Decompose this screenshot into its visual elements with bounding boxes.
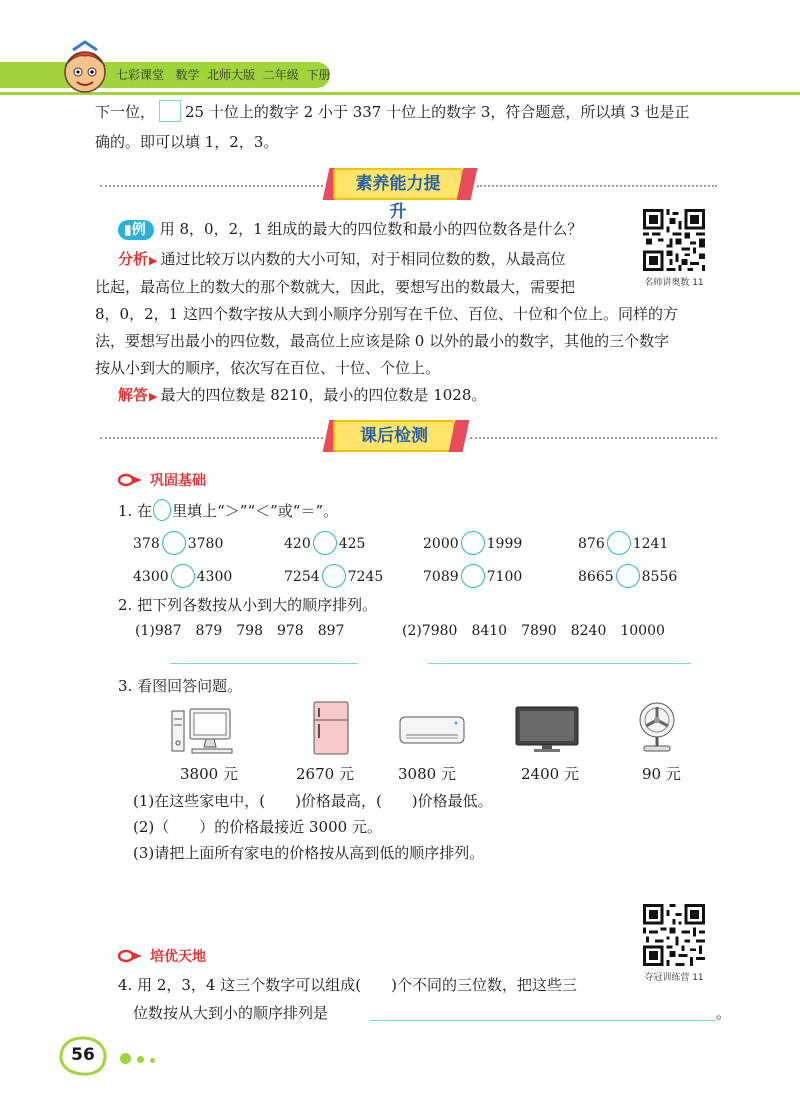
compare-circle[interactable] <box>461 564 485 588</box>
q3-prompt: 3. 看图回答问题。 <box>118 677 243 695</box>
section-title-homework: 课后检测 <box>333 420 455 452</box>
tv-icon <box>512 703 582 753</box>
compare-circle[interactable] <box>616 564 640 588</box>
page-dot <box>150 1058 155 1063</box>
price-fan: 90 元 <box>642 765 681 783</box>
header-text: 七彩课堂 数学 北师大版 二年级 下册 <box>116 68 331 82</box>
sub-heading-basics: 巩固基础 <box>118 470 206 490</box>
price-tv: 2400 元 <box>521 765 579 783</box>
air-conditioner-icon <box>398 707 468 757</box>
section-title-ability: 素养能力提升 <box>333 168 463 200</box>
qr-caption-1: 名师讲奥数 11 <box>644 278 704 288</box>
answer-line: 解答▶ 最大的四位数是 8210，最小的四位数是 1028。 <box>118 386 487 404</box>
q4-line-2: 位数按从大到小的顺序排列是 <box>133 1004 329 1022</box>
intro-line-1: 下一位， 25 十位上的数字 2 小于 337 十位上的数字 3，符合题意，所以填 3 也是正 <box>95 100 690 123</box>
computer-icon <box>170 705 240 755</box>
analysis-tag: 分析 <box>118 250 149 268</box>
analysis-line-4: 法，要想写出最小的四位数，最高位上应该是除 0 以外的最小的数字，其他的三个数字 <box>95 332 670 350</box>
page-dot <box>137 1056 144 1063</box>
pencil-arrow-icon <box>118 949 144 963</box>
q1-prompt: 1. 在 里填上“＞”“＜”或“＝”。 <box>118 499 338 522</box>
compare-circle[interactable] <box>461 531 485 555</box>
price-air-conditioner: 3080 元 <box>398 765 456 783</box>
q2-prompt: 2. 把下列各数按从小到大的顺序排列。 <box>118 596 378 614</box>
blank-box <box>159 100 181 122</box>
q2-part-2: (2)7980 8410 7890 8240 10000 <box>402 623 665 639</box>
analysis-line-5: 按从小到大的顺序，依次写在百位、十位、个位上。 <box>95 359 441 377</box>
q3-sub-2: (2)（ ）的价格最接近 3000 元。 <box>133 818 382 836</box>
q4-end: 。 <box>716 1004 732 1022</box>
page-number: 56 <box>71 1045 95 1065</box>
q2-part-1: (1)987 879 798 978 897 <box>135 623 345 639</box>
analysis-line-3: 8，0，2，1 这四个数字按从大到小顺序分别写在千位、百位、十位和个位上。同样的方 <box>95 305 678 323</box>
page-dot <box>120 1053 131 1064</box>
fridge-icon <box>296 700 366 756</box>
analysis-line-2: 比起，最高位上的数大的那个数就大，因此，要想写出的数最大，需要把 <box>95 278 576 296</box>
sub-heading-advanced: 培优天地 <box>118 946 206 966</box>
example-badge: ▮例 <box>118 220 154 240</box>
price-fridge: 2670 元 <box>296 765 354 783</box>
compare-item: 378 3780 <box>133 531 223 555</box>
page-number-badge <box>58 1036 108 1076</box>
qr-code-icon[interactable] <box>643 904 705 966</box>
compare-circle[interactable] <box>607 531 631 555</box>
qr-caption-2: 夺冠训练营 11 <box>644 973 704 983</box>
price-computer: 3800 元 <box>180 765 238 783</box>
answer-line-q2-1[interactable] <box>170 663 358 664</box>
answer-line-q4[interactable] <box>370 1020 715 1021</box>
header-rule <box>0 92 800 95</box>
compare-item: 4300 4300 <box>133 564 232 588</box>
q4-line-1: 4. 用 2，3，4 这三个数字可以组成( )个不同的三位数，把这些三 <box>118 976 577 994</box>
compare-item: 7254 7245 <box>284 564 383 588</box>
fan-icon <box>622 700 692 754</box>
compare-circle[interactable] <box>322 564 346 588</box>
mascot-icon <box>55 40 115 96</box>
compare-item: 2000 1999 <box>423 531 522 555</box>
compare-item: 420 425 <box>284 531 365 555</box>
answer-tag: 解答 <box>118 386 149 404</box>
example-question: ▮例 用 8，0，2，1 组成的最大的四位数和最小的四位数各是什么？ <box>118 218 582 240</box>
intro-line-2: 确的。即可以填 1，2，3。 <box>95 133 279 151</box>
qr-code-icon[interactable] <box>643 209 705 271</box>
compare-circle[interactable] <box>171 564 195 588</box>
pencil-arrow-icon <box>118 473 144 487</box>
answer-line-q2-2[interactable] <box>428 663 691 664</box>
q3-sub-1: (1)在这些家电中，( )价格最高，( )价格最低。 <box>133 792 493 810</box>
compare-item: 876 1241 <box>578 531 668 555</box>
compare-item: 8665 8556 <box>578 564 677 588</box>
q3-sub-3: (3)请把上面所有家电的价格按从高到低的顺序排列。 <box>133 844 485 862</box>
compare-item: 7089 7100 <box>423 564 522 588</box>
analysis-line-1: 分析▶ 通过比较万以内数的大小可知，对于相同位数的数，从最高位 <box>118 250 566 268</box>
compare-circle[interactable] <box>313 531 337 555</box>
compare-circle[interactable] <box>162 531 186 555</box>
